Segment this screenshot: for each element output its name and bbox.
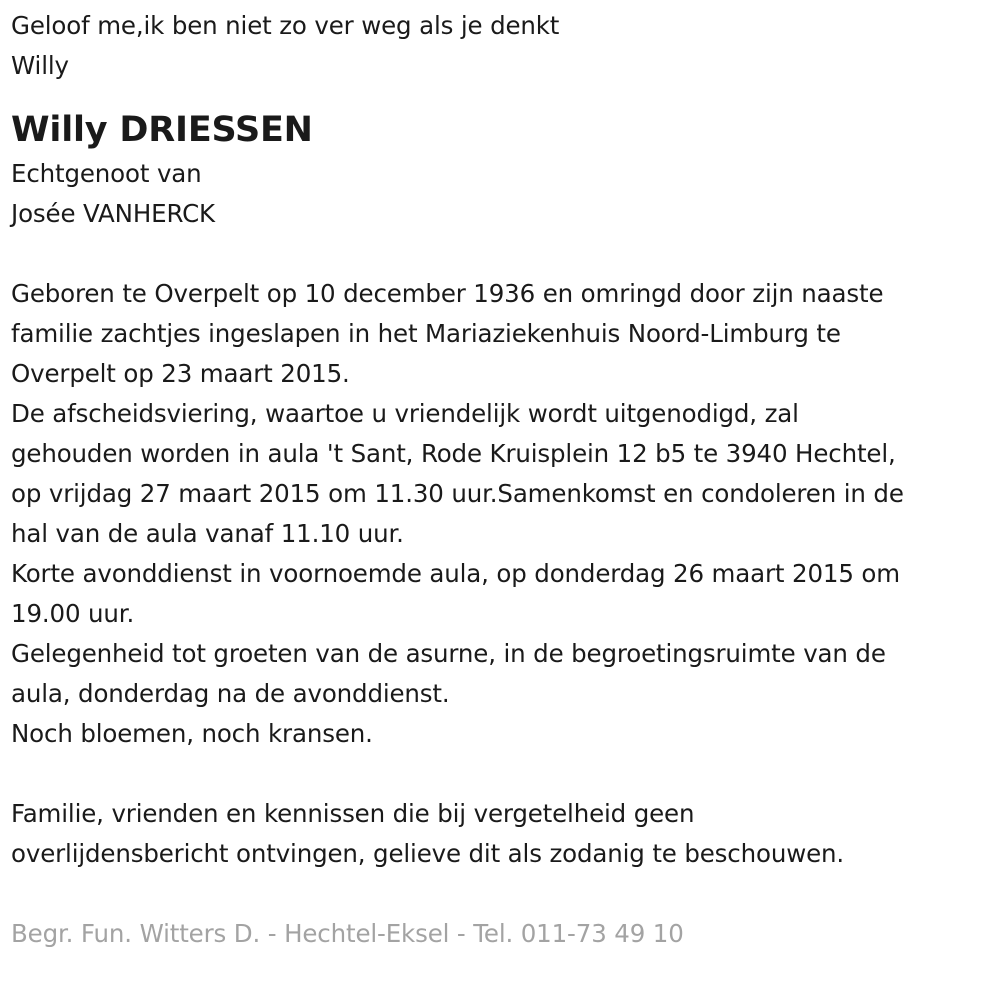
announcement-line: op vrijdag 27 maart 2015 om 11.30 uur.Samenkomst en condoleren in de [11, 479, 904, 508]
spacer [11, 874, 991, 914]
announcement-text [11, 274, 991, 754]
announcement-line: gehouden worden in aula 't Sant, Rode Kruisplein 12 b5 te 3940 Hechtel, [11, 439, 896, 468]
announcement-line: Korte avonddienst in voornoemde aula, op donderdag 26 maart 2015 om [11, 559, 900, 588]
announcement-line: Overpelt op 23 maart 2015. [11, 359, 350, 388]
spacer [11, 234, 991, 274]
announcement-line: Noch bloemen, noch kransen. [11, 719, 373, 748]
funeral-home-footer: Begr. Fun. Witters D. - Hechtel-Eksel - Tel. 011-73 49 10 [11, 919, 684, 948]
announcement-line: De afscheidsviering, waartoe u vriendelijk wordt uitgenodigd, zal [11, 399, 799, 428]
announcement-line: 19.00 uur. [11, 599, 135, 628]
announcement-line: hal van de aula vanaf 11.10 uur. [11, 519, 404, 548]
spouse-name: Josée VANHERCK [11, 199, 215, 228]
obituary-document [11, 6, 991, 954]
announcement-line: Gelegenheid tot groeten van de asurne, in de begroetingsruimte van de [11, 639, 886, 668]
notice-text [11, 794, 991, 874]
relation-label: Echtgenoot van [11, 159, 202, 188]
announcement-line: aula, donderdag na de avonddienst. [11, 679, 450, 708]
announcement-line: familie zachtjes ingeslapen in het Mariaziekenhuis Noord-Limburg te [11, 319, 841, 348]
announcement-line: Geboren te Overpelt op 10 december 1936 en omringd door zijn naaste [11, 279, 884, 308]
quote-line: Geloof me,ik ben niet zo ver weg als je denkt [11, 11, 560, 40]
quote-signature: Willy [11, 51, 69, 80]
notice-line: Familie, vrienden en kennissen die bij vergetelheid geen [11, 799, 695, 828]
spacer [11, 754, 991, 794]
deceased-name: Willy DRIESSEN [11, 110, 313, 150]
notice-line: overlijdensbericht ontvingen, gelieve dit als zodanig te beschouwen. [11, 839, 845, 868]
